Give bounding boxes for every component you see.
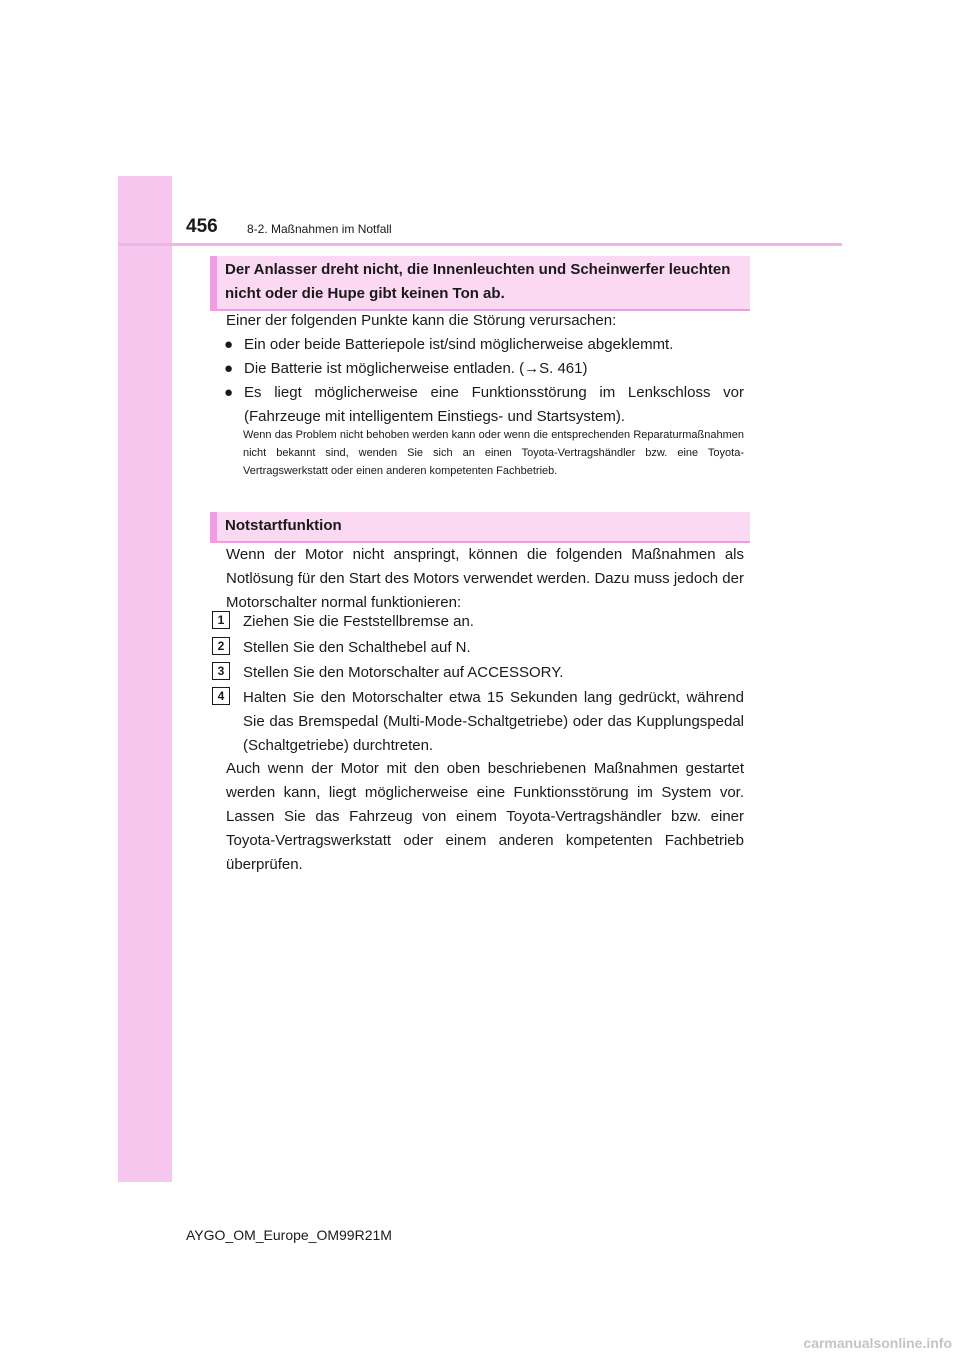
page-number: 456 bbox=[186, 216, 218, 237]
list-item bbox=[224, 333, 744, 357]
step-number-badge: 2 bbox=[212, 637, 230, 655]
list-item bbox=[224, 357, 744, 381]
emergency-intro: Wenn der Motor nicht anspringt, können die folgenden Maßnahmen als Notlösung für den Start des Motors verwendet werden. Dazu muss jedoch der Motorschalter normal funktionieren: bbox=[226, 546, 744, 611]
bullet-text: Ein oder beide Batteriepole ist/sind möglicherweise abgeklemmt. bbox=[244, 336, 674, 353]
step-item bbox=[212, 610, 744, 634]
step-text: Ziehen Sie die Feststellbremse an. bbox=[243, 613, 474, 630]
note-text: Wenn das Problem nicht behoben werden kann oder wenn die entsprechenden Reparaturmaßnahmen nicht bekannt sind, wenden Sie sich an einen Toyota-Vertragshändler bzw. eine Toyota-Vertragswerkstatt oder einen anderen kompetenten Fachbetrieb. bbox=[243, 429, 744, 477]
bullet-icon: ● bbox=[224, 336, 234, 353]
section-heading-emergency-start: Notstartfunktion bbox=[210, 512, 750, 543]
bullet-icon: ● bbox=[224, 384, 234, 401]
step-text: Stellen Sie den Motorschalter auf ACCESSORY. bbox=[243, 664, 564, 681]
step-number-badge: 1 bbox=[212, 611, 230, 629]
section-title: 8-2. Maßnahmen im Notfall bbox=[247, 222, 392, 236]
section-heading-starter: Der Anlasser dreht nicht, die Innenleuchten und Scheinwerfer leuchten nicht oder die Hupe gibt keinen Ton ab. bbox=[210, 256, 750, 311]
step-text: Stellen Sie den Schalthebel auf N. bbox=[243, 639, 471, 656]
bullet-text: Die Batterie ist möglicherweise entladen. (→S. 461) bbox=[244, 360, 588, 377]
step-text: Halten Sie den Motorschalter etwa 15 Sekunden lang gedrückt, während Sie das Bremspedal (Multi-Mode-Schaltgetriebe) oder das Kupplungspedal (Schaltgetriebe) durchtreten. bbox=[243, 689, 744, 754]
bullet-icon: ● bbox=[224, 360, 234, 377]
watermark-text: carmanualsonline.info bbox=[803, 1335, 952, 1351]
step-number-badge: 4 bbox=[212, 687, 230, 705]
step-item bbox=[212, 661, 744, 685]
document-id-footer: AYGO_OM_Europe_OM99R21M bbox=[186, 1227, 392, 1243]
closing-paragraph: Auch wenn der Motor mit den oben beschriebenen Maßnahmen gestartet werden kann, liegt möglicherweise eine Funktionsstörung im System vor. Lassen Sie das Fahrzeug von einem Toyota-Vertragshändler bzw. einer Toyota-Vertragswerkstatt oder einem anderen kompetenten Fachbetrieb überprüfen. bbox=[226, 760, 744, 873]
causes-intro: Einer der folgenden Punkte kann die Störung verursachen: bbox=[226, 312, 617, 329]
bullet-text: Es liegt möglicherweise eine Funktionsstörung im Lenkschloss vor (Fahrzeuge mit intelligentem Einstiegs- und Startsystem). bbox=[244, 384, 744, 425]
header-divider bbox=[118, 243, 842, 246]
list-item bbox=[224, 381, 744, 429]
chapter-sidebar-bar bbox=[118, 176, 172, 1182]
step-item bbox=[212, 636, 744, 660]
step-item bbox=[212, 686, 744, 758]
step-number-badge: 3 bbox=[212, 662, 230, 680]
